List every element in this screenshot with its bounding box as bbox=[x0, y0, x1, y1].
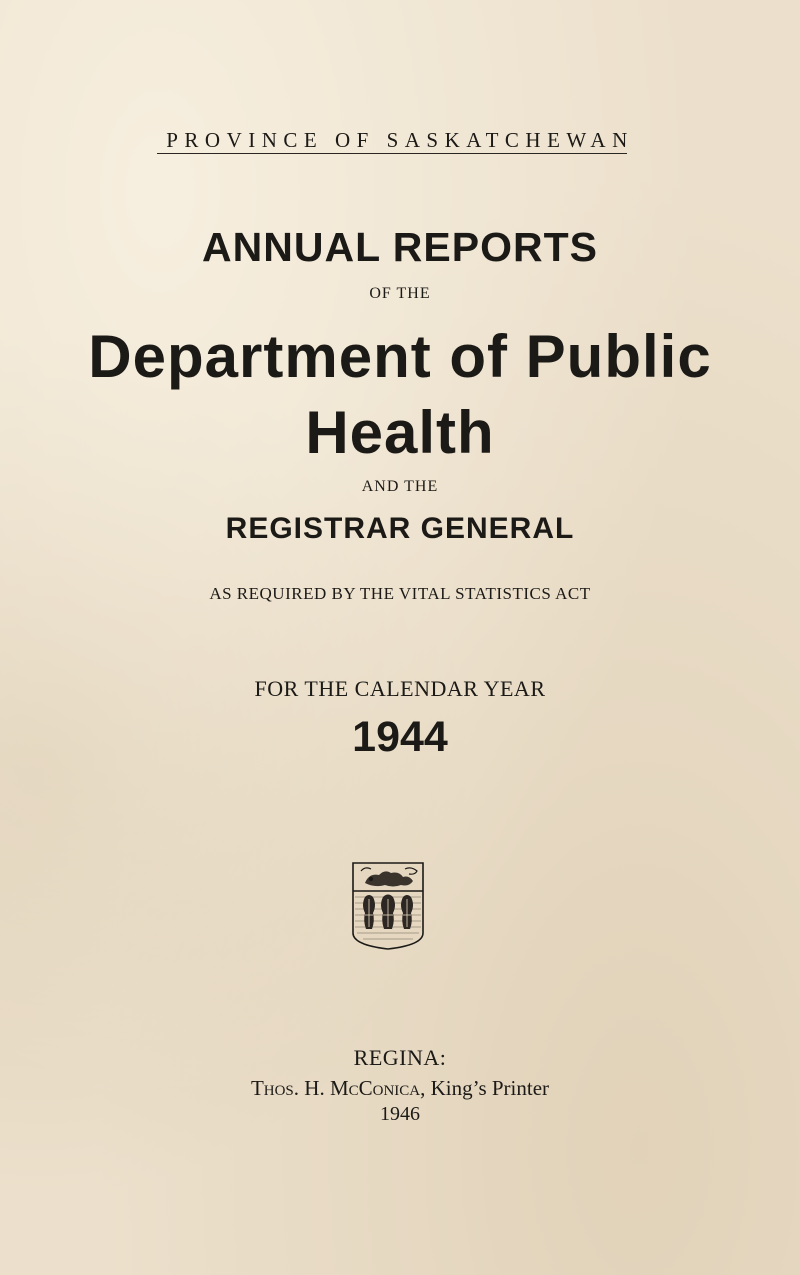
department-name-line2: Health bbox=[305, 399, 495, 466]
imprint-city: REGINA: bbox=[353, 1045, 447, 1070]
report-year: 1944 bbox=[352, 713, 448, 761]
and-the-label: AND THE bbox=[361, 478, 439, 495]
province-underline bbox=[157, 153, 627, 154]
imprint-printer bbox=[0, 1076, 800, 1101]
publication-year: 1946 bbox=[380, 1103, 420, 1125]
of-the-label: OF THE bbox=[369, 285, 431, 302]
printer-name: Thos. H. McConica, bbox=[250, 1076, 426, 1100]
act-statement: AS REQUIRED BY THE VITAL STATISTICS ACT bbox=[209, 584, 591, 603]
province-heading: PROVINCE OF SASKATCHEWAN bbox=[166, 128, 634, 152]
report-title: ANNUAL REPORTS bbox=[202, 224, 598, 270]
printer-title: King’s Printer bbox=[430, 1076, 550, 1100]
department-name-line1: Department of Public bbox=[88, 323, 712, 390]
registrar-general-title: REGISTRAR GENERAL bbox=[225, 512, 575, 545]
calendar-year-label: FOR THE CALENDAR YEAR bbox=[254, 676, 546, 701]
saskatchewan-coat-of-arms-icon bbox=[351, 861, 425, 951]
